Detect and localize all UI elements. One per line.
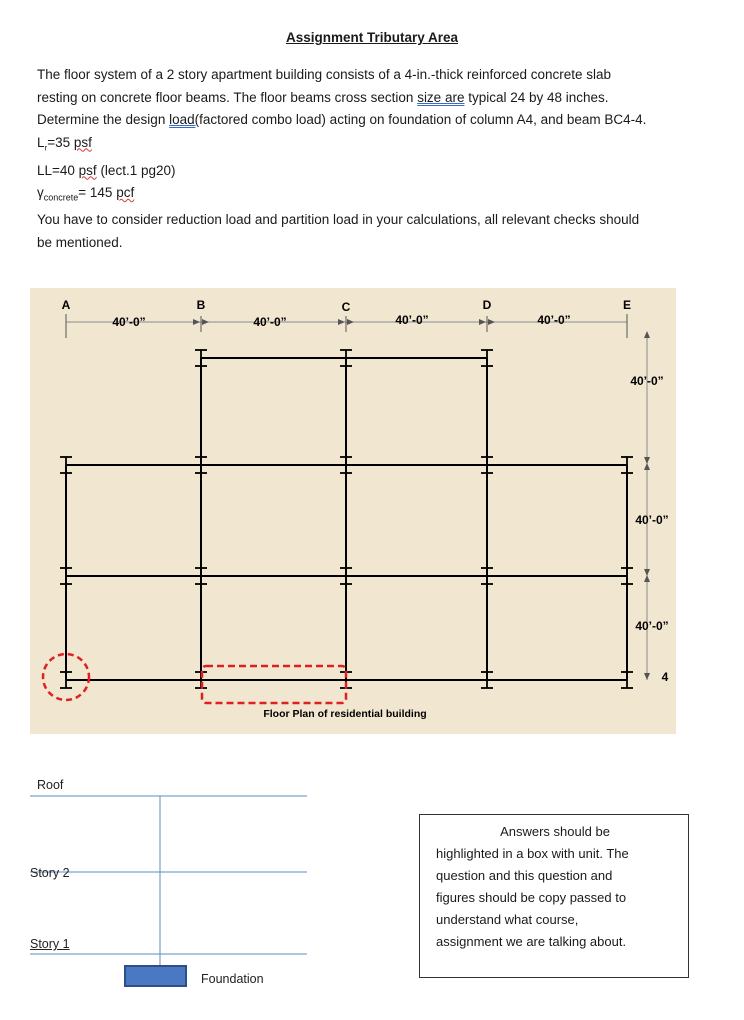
floor-plan-drawing (30, 288, 676, 734)
span-label-row-1: 40’-0” (630, 374, 664, 388)
grid-letter-b: B (196, 298, 206, 312)
roof-label: Roof (37, 778, 64, 792)
span-label-de: 40’-0” (537, 313, 571, 327)
answer-line-3: question and this question and (436, 868, 613, 883)
live-load-line: LL=40 psf (lect.1 pg20) (37, 162, 176, 178)
problem-line-8: be mentioned. (37, 234, 123, 250)
answer-instructions-box (419, 814, 689, 978)
answer-line-1: Answers should be (500, 824, 610, 839)
plan-girders (66, 358, 627, 680)
answer-line-5: understand what course, (436, 912, 579, 927)
grid-letter-d: D (482, 298, 492, 312)
row-label-4: 4 (661, 670, 669, 684)
story-2-label: Story 2 (30, 866, 70, 880)
answer-line-6: assignment we are talking about. (436, 934, 627, 949)
span-label-ab: 40’-0” (112, 315, 146, 329)
answer-line-4: figures should be copy passed to (436, 890, 627, 905)
assignment-title: Assignment Tributary Area (285, 30, 459, 45)
concrete-unit-weight-line: $\gamma_{concrete}= 145$ pcf (37, 185, 135, 203)
beam-bc4-highlight (202, 666, 346, 703)
story-1-label: Story 1 (30, 937, 70, 951)
span-label-bc: 40’-0” (253, 315, 287, 329)
span-label-cd: 40’-0” (395, 313, 429, 327)
floor-plan-figure (30, 288, 676, 734)
answer-line-2: highlighted in a box with unit. The (436, 846, 629, 861)
grid-letter-c: C (341, 300, 351, 314)
problem-line-1: The floor system of a 2 story apartment building consists of a 4-in.-thick reinforced concrete slab (37, 67, 612, 82)
roof-live-load-line: $L_r=35$ psf (37, 134, 92, 153)
problem-statement (37, 64, 707, 254)
floor-plan-caption: Floor Plan of residential building (263, 708, 427, 720)
grid-letter-a: A (61, 298, 71, 312)
foundation-footing (125, 966, 186, 986)
problem-line-2: resting on concrete floor beams. The floor beams cross section size are typical 24 by 48 inches. (37, 89, 609, 105)
problem-line-7: You have to consider reduction load and partition load in your calculations, all relevant checks should (37, 212, 640, 228)
foundation-label: Foundation (201, 972, 264, 986)
span-label-row-2: 40’-0” (635, 513, 669, 527)
grid-letter-e: E (622, 298, 632, 312)
span-label-row-3: 40’-0” (635, 619, 669, 633)
problem-line-3: Determine the design load(factored combo load) acting on foundation of column A4, and beam BC4-4. (37, 112, 647, 127)
